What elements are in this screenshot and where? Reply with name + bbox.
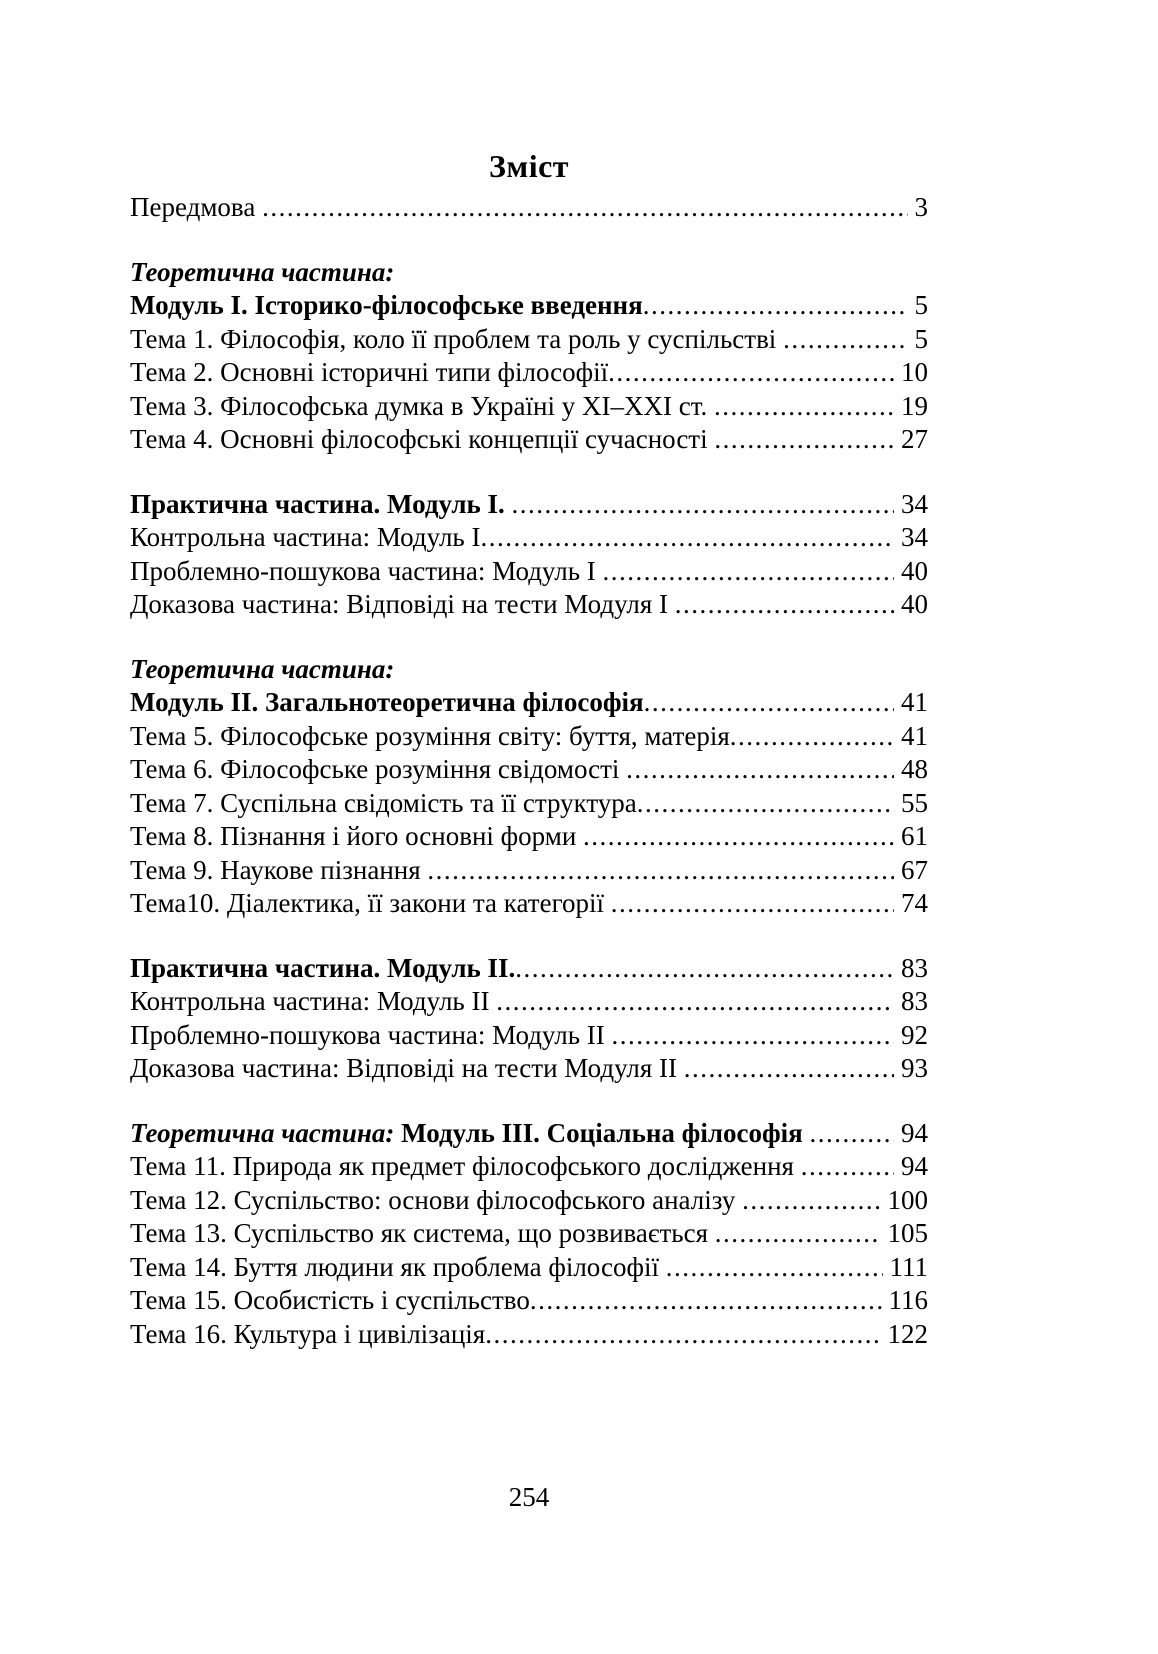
- dot-leader: [742, 1184, 880, 1218]
- toc-entry-label: Тема 3. Філософська думка в Україні у ХІ–ХХІ ст.: [130, 390, 714, 421]
- toc-entry: [130, 488, 928, 522]
- toc-page-number: 5: [914, 290, 928, 320]
- toc-entry: [130, 753, 928, 787]
- table-of-contents: [130, 191, 928, 1351]
- toc-entry-label: Теоретична частина:: [130, 256, 395, 287]
- toc-entry-label: Доказова частина: Відповіді на тести Модуля ІІ: [130, 1053, 684, 1083]
- toc-section-heading: [130, 256, 928, 290]
- dot-leader: [801, 1150, 894, 1184]
- toc-entry-label: Проблемно-пошукова частина: Модуль ІІ: [130, 1019, 612, 1050]
- toc-entry: [130, 356, 928, 390]
- toc-page-number: 3: [914, 192, 928, 222]
- toc-page-number: 34: [901, 522, 928, 552]
- toc-entry-label: Проблемно-пошукова частина: Модуль І: [130, 555, 603, 586]
- toc-page-number: 92: [901, 1019, 928, 1050]
- dot-leader: [612, 1019, 894, 1053]
- toc-page-number: 40: [901, 555, 928, 586]
- dot-leader: [485, 1318, 880, 1352]
- toc-page-number: 94: [901, 1117, 928, 1148]
- toc-entry: [130, 423, 928, 457]
- toc-entry-label: Тема 8. Пізнання і його основні форми: [130, 821, 584, 851]
- toc-page-number: 116: [888, 1285, 928, 1315]
- toc-entry-label: Модуль ІІ. Загальнотеоретична філософія: [130, 687, 644, 717]
- toc-entry-label: Тема 12. Суспільство: основи філософського аналізу: [130, 1184, 743, 1215]
- toc-entry: [130, 787, 928, 821]
- toc-page-number: 34: [901, 488, 928, 519]
- toc-entry: [130, 1184, 928, 1218]
- dot-leader: [530, 1284, 882, 1318]
- toc-entry-label: Теоретична частина:: [130, 1117, 402, 1148]
- toc-entry-label: Тема 9. Наукове пізнання: [130, 854, 428, 885]
- toc-page-number: 19: [901, 390, 928, 421]
- toc-entry-label: Модуль ІІІ. Соціальна філософія: [401, 1117, 810, 1148]
- toc-entry: [130, 1052, 928, 1086]
- toc-entry: [130, 1318, 928, 1352]
- toc-page-number: 83: [901, 986, 928, 1016]
- toc-page-number: 5: [914, 323, 928, 354]
- toc-page-number: 27: [901, 424, 928, 454]
- toc-entry: [130, 555, 928, 589]
- dot-leader: [644, 686, 894, 720]
- toc-entry-label: Теоретична частина:: [130, 653, 395, 684]
- toc-entry-label: Контрольна частина: Модуль І: [130, 522, 481, 552]
- toc-page-number: 94: [901, 1151, 928, 1181]
- toc-page-number: 10: [901, 357, 928, 387]
- toc-page-number: 93: [901, 1053, 928, 1083]
- toc-entry: [130, 521, 928, 555]
- toc-entry-label: Тема 7. Суспільна свідомість та її структура: [130, 787, 637, 818]
- dot-leader: [608, 356, 894, 390]
- dot-leader: [637, 787, 894, 821]
- dot-leader: [675, 588, 894, 622]
- dot-leader: [783, 323, 907, 357]
- toc-entry-label: Доказова частина: Відповіді на тести Модуля І: [130, 589, 675, 619]
- toc-entry-label: Тема 6. Філософське розуміння свідомості: [130, 754, 627, 784]
- dot-leader: [583, 820, 894, 854]
- toc-entry: [130, 985, 928, 1019]
- toc-page-number: 40: [901, 589, 928, 619]
- toc-entry: [130, 323, 928, 357]
- toc-page-number: 55: [901, 787, 928, 818]
- dot-leader: [714, 423, 894, 457]
- toc-entry: [130, 1217, 928, 1251]
- dot-leader: [626, 753, 894, 787]
- toc-entry-label: Тема 2. Основні історичні типи філософії: [130, 357, 609, 387]
- page-number-footer: 254: [508, 1482, 550, 1512]
- toc-entry-label: Контрольна частина: Модуль ІІ: [130, 986, 497, 1016]
- page-content: [130, 148, 928, 1351]
- toc-entry: [130, 588, 928, 622]
- toc-page-number: 67: [901, 854, 928, 885]
- toc-entry-label: Практична частина. Модуль ІІ.: [130, 952, 516, 983]
- dot-leader: [643, 289, 908, 323]
- toc-entry-label: Тема 11. Природа як предмет філософського дослідження: [130, 1151, 801, 1181]
- toc-entry-label: Практична частина. Модуль І.: [130, 488, 512, 519]
- toc-entry: [130, 887, 928, 921]
- dot-leader: [603, 555, 894, 589]
- toc-entry: [130, 1150, 928, 1184]
- dot-leader: [512, 488, 894, 522]
- dot-leader: [810, 1117, 894, 1151]
- toc-page-number: 111: [889, 1251, 928, 1282]
- dot-leader: [515, 952, 894, 986]
- page-title: Зміст: [489, 148, 569, 184]
- toc-entry-label: Тема 15. Особистість і суспільство: [130, 1285, 530, 1315]
- toc-entry: [130, 191, 928, 225]
- dot-leader: [427, 854, 894, 888]
- toc-entry-label: Передмова: [130, 192, 263, 222]
- dot-leader: [684, 1052, 894, 1086]
- dot-leader: [730, 720, 894, 754]
- toc-page-number: 74: [901, 888, 928, 918]
- dot-leader: [480, 521, 894, 555]
- toc-page-number: 61: [901, 821, 928, 851]
- toc-entry: [130, 1117, 928, 1151]
- toc-page-number: 41: [901, 687, 928, 717]
- toc-entry-label: Тема 1. Філософія, коло її проблем та роль у суспільстві: [130, 323, 784, 354]
- toc-page-number: 122: [887, 1318, 928, 1349]
- toc-entry-label: Тема 13. Суспільство як система, що розвивається: [130, 1218, 715, 1248]
- toc-entry: [130, 686, 928, 720]
- toc-entry-label: Тема 14. Буття людини як проблема філософії: [130, 1251, 666, 1282]
- dot-leader: [611, 887, 894, 921]
- toc-section-heading: [130, 653, 928, 687]
- toc-page-number: 41: [901, 720, 928, 751]
- toc-page-number: 105: [887, 1218, 928, 1248]
- dot-leader: [496, 985, 894, 1019]
- toc-entry: [130, 854, 928, 888]
- toc-entry: [130, 952, 928, 986]
- dot-leader: [666, 1251, 883, 1285]
- toc-entry-label: Тема 16. Культура і цивілізація: [130, 1318, 486, 1349]
- toc-entry: [130, 720, 928, 754]
- toc-page-number: 100: [887, 1184, 928, 1215]
- toc-entry: [130, 289, 928, 323]
- toc-page-number: 83: [901, 952, 928, 983]
- toc-page-number: 48: [901, 754, 928, 784]
- toc-entry-label: Модуль І. Історико-філософське введення: [130, 290, 643, 320]
- dot-leader: [715, 1217, 881, 1251]
- toc-entry-label: Тема 5. Філософське розуміння світу: буття, матерія: [130, 720, 730, 751]
- toc-entry: [130, 1284, 928, 1318]
- toc-entry: [130, 1019, 928, 1053]
- dot-leader: [714, 390, 894, 424]
- toc-entry: [130, 1251, 928, 1285]
- dot-leader: [262, 191, 907, 225]
- toc-entry-label: Тема 4. Основні філософські концепції сучасності: [130, 424, 715, 454]
- toc-entry: [130, 390, 928, 424]
- toc-entry: [130, 820, 928, 854]
- toc-entry-label: Тема10. Діалектика, її закони та категорії: [130, 888, 611, 918]
